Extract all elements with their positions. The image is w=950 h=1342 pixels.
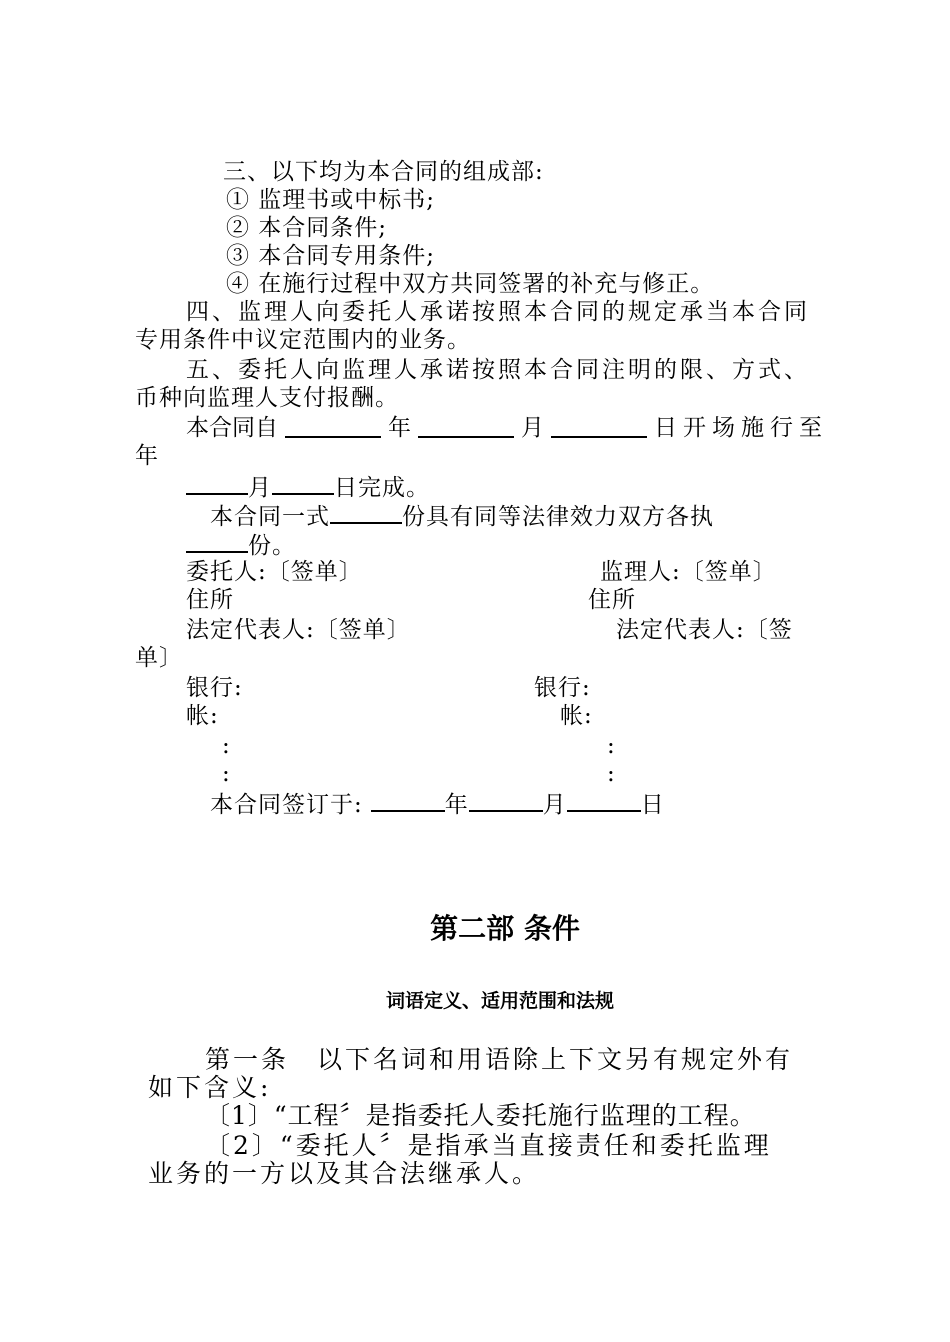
end-month-label: 月 xyxy=(248,475,272,501)
term-from-label: 本合同自 xyxy=(186,415,278,441)
term-year-wrap: 年 xyxy=(135,443,159,469)
article-one-cont: 如下含义: xyxy=(148,1073,272,1102)
part-two-title: 第二部 条件 xyxy=(430,912,580,945)
client-legal-rep: 法定代表人:〔签单〕 xyxy=(186,617,411,643)
client-bank: 银行: xyxy=(186,675,243,701)
clause-five: 五、委托人向监理人承诺按照本合同注明的限、方式、 xyxy=(186,357,810,383)
client-account: 帐: xyxy=(186,703,219,729)
list-item-1: ① 监理书或中标书; xyxy=(226,187,436,213)
term-end-line xyxy=(186,471,430,502)
supervisor-colon-1: : xyxy=(607,733,616,759)
blank-signed-year[interactable] xyxy=(371,788,445,812)
article-one: 第一条 以下名词和用语除上下文另有规定外有 xyxy=(205,1045,794,1074)
blank-start-day[interactable] xyxy=(551,414,647,438)
term-day-label: 日开场施行至 xyxy=(654,415,828,441)
copies-each-line xyxy=(186,529,296,560)
supervisor-bank: 银行: xyxy=(534,675,591,701)
supervisor-sign: 监理人:〔签单〕 xyxy=(600,559,777,585)
blank-each-copies[interactable] xyxy=(186,529,248,553)
list-item-4: ④ 在施行过程中双方共同签署的补充与修正。 xyxy=(226,271,715,297)
supervisor-legal-rep-wrap: 单〕 xyxy=(135,645,183,671)
client-sign: 委托人:〔签单〕 xyxy=(186,559,363,585)
signed-label: 本合同签订于: xyxy=(210,792,363,818)
clause-three: 三、以下均为本合同的组成部: xyxy=(223,159,544,185)
definition-engineering: 〔1〕“工程〞是指委托人委托施行监理的工程。 xyxy=(205,1101,756,1130)
blank-start-year[interactable] xyxy=(285,414,381,438)
signed-year-label: 年 xyxy=(444,792,469,818)
end-day-label: 日完成。 xyxy=(334,475,430,501)
clause-four-cont: 专用条件中议定范围内的业务。 xyxy=(135,327,471,353)
supervisor-account: 帐: xyxy=(560,703,593,729)
copies-desc: 份具有同等法律效力双方各执 xyxy=(402,504,714,530)
supervisor-legal-rep: 法定代表人:〔签 xyxy=(616,617,793,643)
definition-client: 〔2〕“委托人〞是指承当直接责任和委托监理 xyxy=(205,1131,772,1160)
signed-date-line xyxy=(210,788,665,819)
section-subtitle: 词语定义、适用范围和法规 xyxy=(385,990,614,1012)
supervisor-address: 住所 xyxy=(588,587,636,613)
clause-four: 四、监理人向委托人承诺按照本合同的规定承当本合同 xyxy=(186,299,810,325)
copies-line xyxy=(210,500,714,531)
term-line xyxy=(186,414,828,442)
term-month-label: 月 xyxy=(521,415,544,441)
copies-each-label: 份。 xyxy=(248,533,296,559)
blank-signed-month[interactable] xyxy=(469,788,543,812)
copies-label: 本合同一式 xyxy=(210,504,330,530)
blank-end-month[interactable] xyxy=(186,471,248,495)
client-address: 住所 xyxy=(186,587,234,613)
list-item-3: ③ 本合同专用条件; xyxy=(226,243,436,269)
client-colon-1: : xyxy=(222,733,231,759)
term-year-label: 年 xyxy=(388,415,411,441)
list-item-2: ② 本合同条件; xyxy=(226,215,388,241)
clause-five-cont: 币种向监理人支付报酬。 xyxy=(135,385,399,411)
blank-start-month[interactable] xyxy=(418,414,514,438)
blank-copies[interactable] xyxy=(330,500,402,524)
signed-day-label: 日 xyxy=(640,792,665,818)
blank-signed-day[interactable] xyxy=(567,788,641,812)
signed-month-label: 月 xyxy=(542,792,567,818)
blank-end-day[interactable] xyxy=(272,471,334,495)
client-colon-2: : xyxy=(222,761,231,787)
definition-client-cont: 业务的一方以及其合法继承人。 xyxy=(148,1159,541,1188)
supervisor-colon-2: : xyxy=(607,761,616,787)
